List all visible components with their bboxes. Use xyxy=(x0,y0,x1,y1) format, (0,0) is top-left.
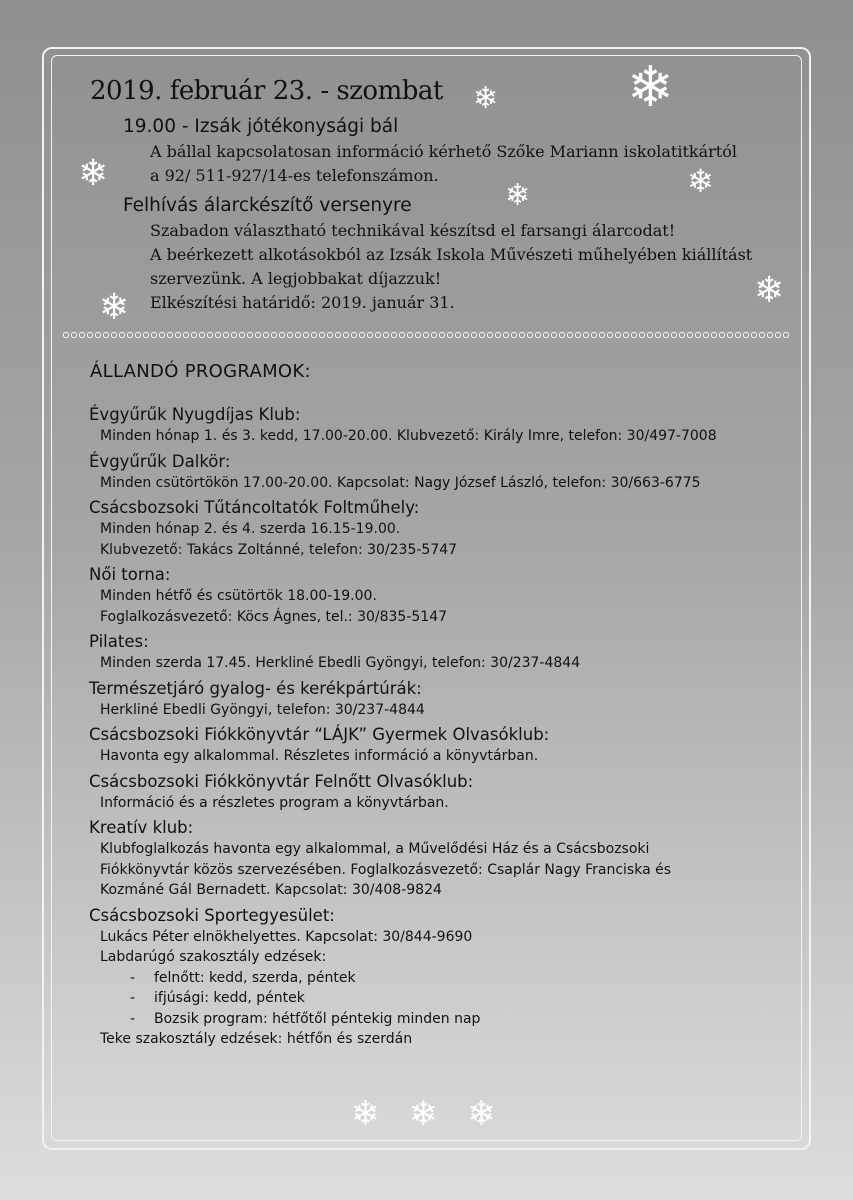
snowflake-icon: ❄ xyxy=(78,153,109,194)
snowflake-icon: ❄ xyxy=(505,178,531,213)
event-text-line: a 92/ 511-927/14-es telefonszámon. xyxy=(150,166,439,185)
program-item xyxy=(89,564,789,627)
snowflake-icon: ❄ xyxy=(687,162,714,200)
event-text-line: szervezünk. A legjobbakat díjazzuk! xyxy=(150,269,442,288)
sport-sub-text: Bozsik program: hétfőtől péntekig minden nap xyxy=(154,1010,481,1027)
program-detail: Minden hónap 1. és 3. kedd, 17.00-20.00. Klubvezető: Király Imre, telefon: 30/497-7008 xyxy=(100,428,717,444)
program-detail: Minden csütörtökön 17.00-20.00. Kapcsolat: Nagy József László, telefon: 30/663-6775 xyxy=(100,474,701,491)
event-item-title: 19.00 - Izsák jótékonysági bál xyxy=(123,116,399,137)
program-name: Csácsbozsoki Tűtáncoltatók Foltműhely: xyxy=(89,498,420,517)
program-item xyxy=(89,771,789,814)
program-detail: Minden szerda 17.45. Herkliné Ebedli Gyöngyi, telefon: 30/237-4844 xyxy=(100,655,581,671)
event-text-line: Szabadon választható technikával készítsd el farsangi álarcodat! xyxy=(150,221,676,240)
program-name: Kreatív klub: xyxy=(89,818,194,837)
program-name: Csácsbozsoki Fiókkönyvtár “LÁJK” Gyermek Olvasóklub: xyxy=(89,725,550,744)
event-date-title: 2019. február 23. - szombat xyxy=(90,76,443,106)
program-name: Évgyűrűk Nyugdíjas Klub: xyxy=(89,405,301,424)
event-text-line: A beérkezett alkotásokból az Izsák Iskola Művészeti műhelyében kiállítást xyxy=(150,245,753,264)
snowflake-icon: ❄ xyxy=(351,1094,380,1134)
event-text-line: Elkészítési határidő: 2019. január 31. xyxy=(150,293,455,312)
snowflake-icon: ❄ xyxy=(473,81,499,116)
program-name: Női torna: xyxy=(89,565,171,584)
program-detail: Herkliné Ebedli Gyöngyi, telefon: 30/237-4844 xyxy=(100,701,425,718)
program-detail: Fiókkönyvtár közös szervezésében. Foglalkozásvezető: Csaplár Nagy Franciska és xyxy=(100,861,672,878)
program-detail: Labdarúgó szakosztály edzések: xyxy=(100,949,327,965)
program-item xyxy=(89,724,789,767)
program-item xyxy=(89,451,789,494)
program-item xyxy=(89,631,789,674)
program-detail: Havonta egy alkalommal. Részletes információ a könyvtárban. xyxy=(100,748,539,764)
program-detail: Minden hétfő és csütörtök 18.00-19.00. xyxy=(100,588,377,604)
program-name: Évgyűrűk Dalkör: xyxy=(89,451,231,471)
snowflake-icon: ❄ xyxy=(754,270,785,311)
program-detail: Lukács Péter elnökhelyettes. Kapcsolat: 30/844-9690 xyxy=(100,928,473,945)
programs-heading: ÁLLANDÓ PROGRAMOK: xyxy=(90,361,311,382)
dash-bullet: - xyxy=(130,990,136,1006)
snowflake-icon: ❄ xyxy=(99,287,130,328)
program-detail: Kozmáné Gál Bernadett. Kapcsolat: 30/408-9824 xyxy=(100,882,442,898)
program-item-sport xyxy=(89,905,789,1050)
program-detail: Minden hónap 2. és 4. szerda 16.15-19.00. xyxy=(100,521,401,537)
program-detail: Klubfoglalkozás havonta egy alkalommal, a Művelődési Ház és a Csácsbozsoki xyxy=(100,841,650,857)
program-name: Csácsbozsoki Sportegyesület: xyxy=(89,905,335,925)
sport-sub-item xyxy=(89,1009,789,1030)
program-item xyxy=(89,817,789,901)
program-item xyxy=(89,678,789,721)
dash-bullet: - xyxy=(130,969,136,986)
snowflake-icon: ❄ xyxy=(627,55,674,120)
program-detail: Teke szakosztály edzések: hétfőn és szerdán xyxy=(100,1031,413,1047)
event-text-line: A bállal kapcsolatosan információ kérhető Szőke Mariann iskolatitkártól xyxy=(150,142,737,161)
program-detail: Klubvezető: Takács Zoltánné, telefon: 30/235-5747 xyxy=(100,541,458,558)
program-detail: Információ és a részletes program a könyvtárban. xyxy=(100,794,449,811)
dotted-divider xyxy=(62,331,790,339)
event-item-title: Felhívás álarckészítő versenyre xyxy=(123,195,412,216)
snowflake-icon: ❄ xyxy=(409,1094,438,1134)
sport-sub-text: felnőtt: kedd, szerda, péntek xyxy=(154,969,356,986)
programs-list xyxy=(89,404,789,1054)
program-item xyxy=(89,404,789,447)
program-item xyxy=(89,497,789,560)
program-name: Pilates: xyxy=(89,632,149,651)
sport-sub-item xyxy=(89,968,789,989)
dash-bullet: - xyxy=(130,1010,136,1027)
snowflake-icon: ❄ xyxy=(467,1094,496,1134)
sport-sub-item xyxy=(89,988,789,1009)
program-name: Természetjáró gyalog- és kerékpártúrák: xyxy=(89,678,422,698)
program-name: Csácsbozsoki Fiókkönyvtár Felnőtt Olvasóklub: xyxy=(89,771,474,791)
program-detail: Foglalkozásvezető: Köcs Ágnes, tel.: 30/835-5147 xyxy=(100,608,448,625)
sport-sub-text: ifjúsági: kedd, péntek xyxy=(154,990,305,1006)
